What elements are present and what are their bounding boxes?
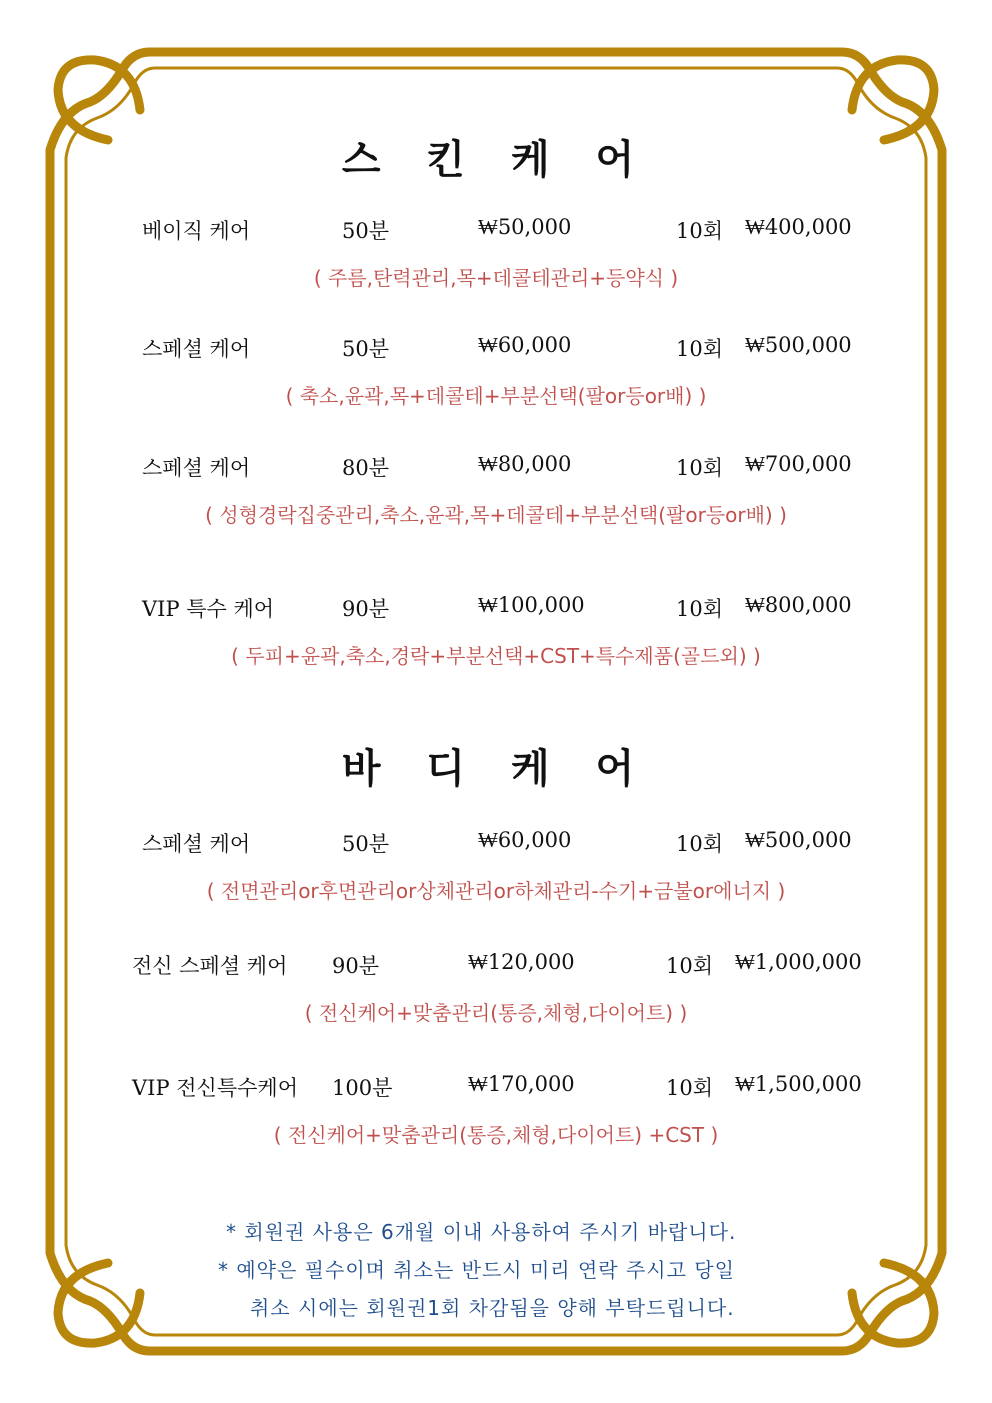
service-price: ₩170,000 bbox=[468, 1072, 575, 1096]
note-line: * 회원권 사용은 6개월 이내 사용하여 주시기 바랍니다. bbox=[226, 1220, 737, 1244]
service-name: 스페셜 케어 bbox=[142, 456, 251, 480]
service-name: 스페셜 케어 bbox=[142, 832, 251, 856]
service-price: ₩60,000 bbox=[478, 333, 572, 357]
service-name: VIP 특수 케어 bbox=[142, 597, 275, 621]
package-price: ₩400,000 bbox=[745, 215, 852, 239]
service-price: ₩50,000 bbox=[478, 215, 572, 239]
service-name: 베이직 케어 bbox=[142, 219, 251, 243]
package-price: ₩700,000 bbox=[745, 452, 852, 476]
service-name: 전신 스페셜 케어 bbox=[132, 954, 288, 978]
frame-outer-border bbox=[50, 52, 942, 1351]
service-description: ( 전신케어+맞춤관리(통증,체형,다이어트) +CST ) bbox=[273, 1123, 719, 1147]
service-name: 스페셜 케어 bbox=[142, 337, 251, 361]
service-name: VIP 전신특수케어 bbox=[132, 1076, 298, 1100]
service-price: ₩80,000 bbox=[478, 452, 572, 476]
service-duration: 100분 bbox=[332, 1076, 393, 1100]
service-price: ₩100,000 bbox=[478, 593, 585, 617]
service-description: ( 전면관리or후면관리or상체관리or하체관리-수기+금불or에너지 ) bbox=[206, 879, 786, 903]
package-price: ₩1,500,000 bbox=[735, 1072, 862, 1096]
service-duration: 50분 bbox=[342, 337, 390, 361]
service-duration: 50분 bbox=[342, 219, 390, 243]
service-price: ₩60,000 bbox=[478, 828, 572, 852]
body-care-title: 바 디 케 어 bbox=[341, 746, 651, 792]
service-duration: 80분 bbox=[342, 456, 390, 480]
package-count: 10회 bbox=[666, 954, 714, 978]
service-price: ₩120,000 bbox=[468, 950, 575, 974]
package-count: 10회 bbox=[666, 1076, 714, 1100]
service-description: ( 두피+윤곽,축소,경락+부분선택+CST+특수제품(골드외) ) bbox=[231, 644, 761, 668]
package-count: 10회 bbox=[676, 337, 724, 361]
skin-care-title: 스 킨 케 어 bbox=[341, 137, 651, 183]
package-price: ₩1,000,000 bbox=[735, 950, 862, 974]
service-duration: 50분 bbox=[342, 832, 390, 856]
package-count: 10회 bbox=[676, 219, 724, 243]
package-count: 10회 bbox=[676, 832, 724, 856]
package-count: 10회 bbox=[676, 456, 724, 480]
package-price: ₩500,000 bbox=[745, 828, 852, 852]
service-description: ( 성형경락집중관리,축소,윤곽,목+데콜테+부분선택(팔or등or배) ) bbox=[205, 503, 787, 527]
service-description: ( 주름,탄력관리,목+데콜테관리+등약식 ) bbox=[313, 266, 679, 290]
note-line: * 예약은 필수이며 취소는 반드시 미리 연락 주시고 당일 bbox=[218, 1258, 735, 1282]
service-description: ( 축소,윤곽,목+데콜테+부분선택(팔or등or배) ) bbox=[285, 384, 707, 408]
service-duration: 90분 bbox=[342, 597, 390, 621]
service-description: ( 전신케어+맞춤관리(통증,체형,다이어트) ) bbox=[304, 1001, 688, 1025]
package-price: ₩500,000 bbox=[745, 333, 852, 357]
service-duration: 90분 bbox=[332, 954, 380, 978]
package-price: ₩800,000 bbox=[745, 593, 852, 617]
package-count: 10회 bbox=[676, 597, 724, 621]
note-line: 취소 시에는 회원권1회 차감됨을 양해 부탁드립니다. bbox=[250, 1296, 735, 1320]
